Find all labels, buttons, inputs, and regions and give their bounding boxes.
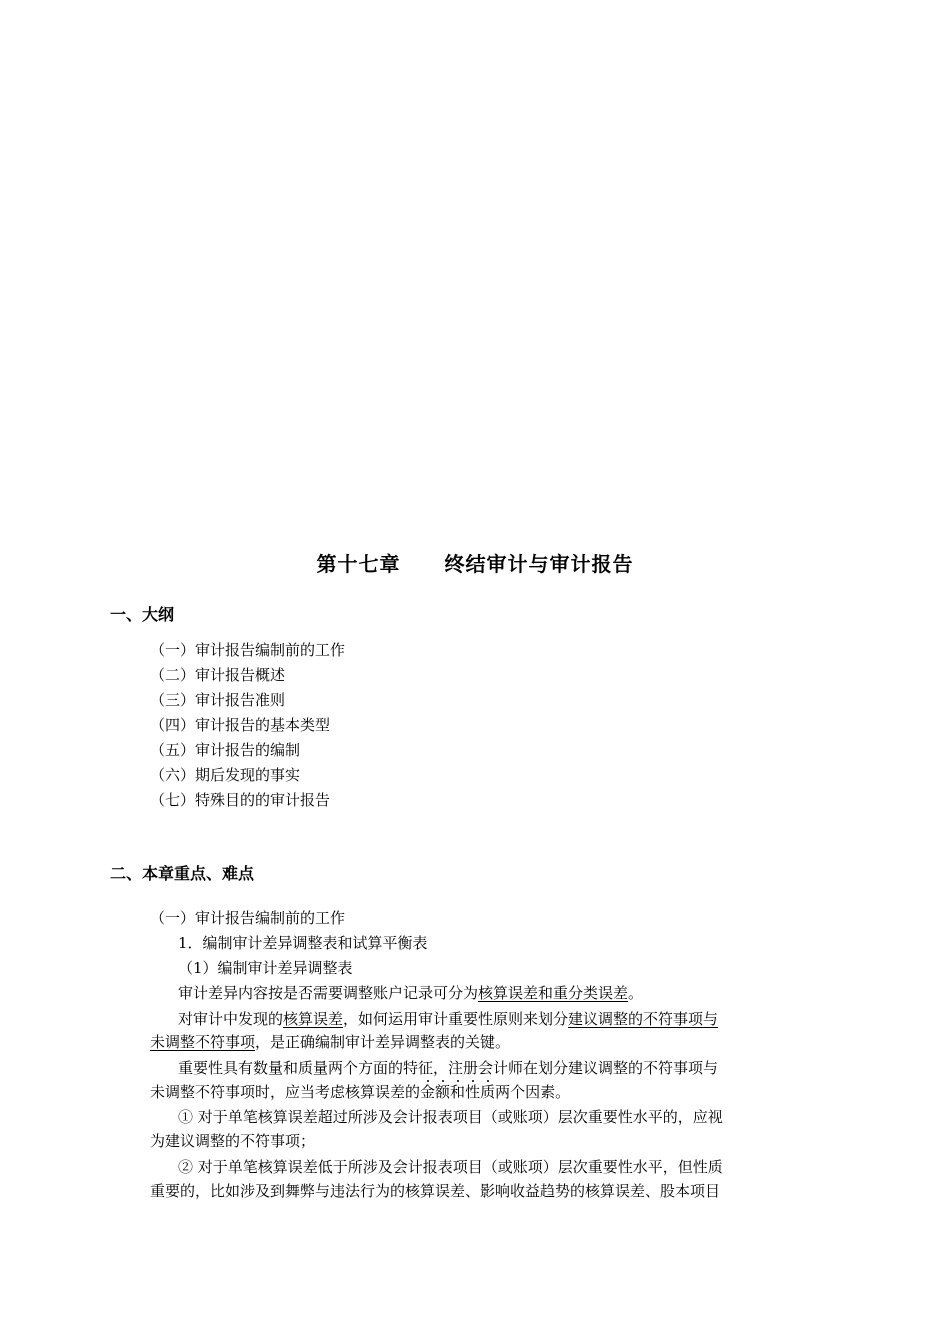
paragraph-5-line-2: 重要的，比如涉及到舞弊与违法行为的核算误差、影响收益趋势的核算误差、股本项目	[150, 1182, 721, 1200]
paragraph-5-line-1: ② 对于单笔核算误差低于所涉及会计报表项目（或账项）层次重要性水平，但性质	[178, 1158, 723, 1176]
outline-item: （一）审计报告编制前的工作	[150, 641, 346, 659]
key-points-heading: 二、本章重点、难点	[110, 864, 255, 883]
outline-item: （二）审计报告概述	[150, 666, 286, 684]
subsubsection-heading: （1）编制审计差异调整表	[178, 959, 353, 977]
paragraph-3-line-1: 重要性具有数量和质量两个方面的特征，注册会计师在划分建议调整的不符事项与	[178, 1059, 719, 1077]
paragraph-4-line-1: ① 对于单笔核算误差超过所涉及会计报表项目（或账项）层次重要性水平的，应视	[178, 1108, 723, 1126]
paragraph-4-line-2: 为建议调整的不符事项；	[150, 1132, 316, 1150]
outline-item: （四）审计报告的基本类型	[150, 716, 331, 734]
paragraph-1: 审计差异内容按是否需要调整账户记录可分为核算误差和重分类误差。	[178, 984, 644, 1002]
chapter-name: 终结审计与审计报告	[444, 552, 634, 576]
chapter-title	[0, 548, 950, 577]
emphasis-dotted: 金额和性质	[420, 1083, 496, 1101]
outline-item: （五）审计报告的编制	[150, 741, 301, 759]
chapter-number: 第十七章	[316, 552, 401, 576]
outline-item: （七）特殊目的的审计报告	[150, 791, 331, 809]
paragraph-2-line-2: 未调整不符事项，是正确编制审计差异调整表的关键。	[150, 1033, 511, 1051]
outline-heading: 一、大纲	[110, 605, 175, 624]
paragraph-3-line-2: 未调整不符事项时，应当考虑核算误差的金额和性质两个因素。	[150, 1083, 571, 1101]
paragraph-2-line-1: 对审计中发现的核算误差，如何运用审计重要性原则来划分建议调整的不符事项与	[178, 1010, 719, 1028]
outline-item: （三）审计报告准则	[150, 691, 286, 709]
subsection-heading: 1．编制审计差异调整表和试算平衡表	[178, 934, 428, 952]
outline-item: （六）期后发现的事实	[150, 766, 301, 784]
section-heading: （一）审计报告编制前的工作	[150, 909, 346, 927]
